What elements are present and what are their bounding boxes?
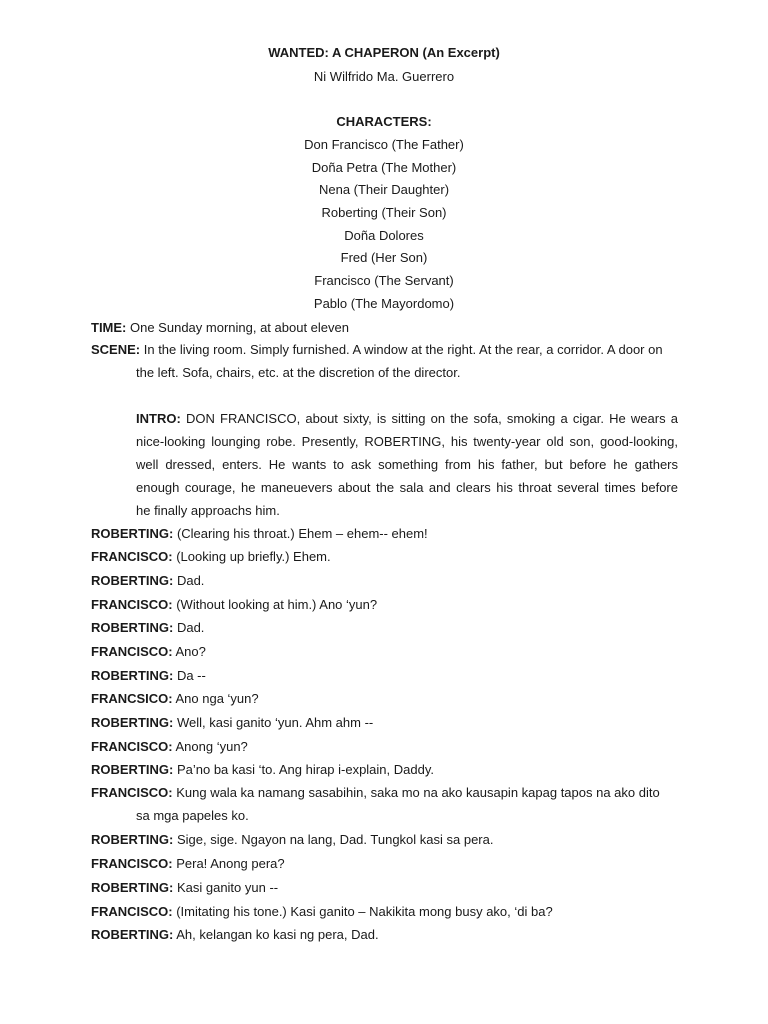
speaker-label: FRANCISCO:	[91, 597, 173, 612]
dialogue-line	[91, 781, 678, 827]
dialogue-line	[91, 691, 678, 707]
intro-text: nice-looking lounging robe. Presently, ROBERTING, his twenty-year old son, good-looking,	[136, 434, 678, 449]
speaker-label: ROBERTING:	[91, 573, 174, 588]
speaker-label: FRANCISCO:	[91, 785, 173, 800]
character-item: Francisco (The Servant)	[314, 273, 454, 288]
speaker-label: FRANCSICO:	[91, 691, 173, 706]
dialogue-text: Ah, kelangan ko kasi ng pera, Dad.	[173, 927, 379, 942]
dialogue-text: Sige, sige. Ngayon na lang, Dad. Tungkol kasi sa pera.	[173, 832, 494, 847]
intro-text: well dressed, enters. He wants to ask something from his father, but before he gathers	[136, 457, 678, 472]
speaker-label: FRANCISCO:	[91, 904, 173, 919]
dialogue-text-cont: sa mga papeles ko.	[136, 808, 249, 823]
character-item: Doña Petra (The Mother)	[311, 160, 457, 175]
character-item: Nena (Their Daughter)	[318, 182, 450, 197]
characters-heading: CHARACTERS:	[336, 114, 432, 129]
dialogue-line	[91, 620, 678, 636]
dialogue-text: Ano nga ‘yun?	[172, 691, 259, 706]
dialogue-line	[91, 927, 678, 943]
speaker-label: FRANCISCO:	[91, 549, 173, 564]
dialogue-text: (Without looking at him.) Ano ‘yun?	[172, 597, 378, 612]
dialogue-line	[91, 832, 678, 848]
speaker-label: FRANCISCO:	[91, 856, 173, 871]
dialogue-text: Kung wala ka namang sasabihin, saka mo na ako kausapin kapag tapos na ako dito	[172, 785, 660, 800]
intro-text: enough courage, he maneuevers about the sala and clears his throat several times before	[136, 480, 678, 495]
speaker-label: ROBERTING:	[91, 620, 174, 635]
scene-text-cont: the left. Sofa, chairs, etc. at the discretion of the director.	[136, 365, 461, 380]
intro-text: DON FRANCISCO, about sixty, is sitting on the sofa, smoking a cigar. He wears a	[180, 411, 678, 426]
dialogue-line	[91, 668, 678, 684]
dialogue-line	[91, 762, 678, 778]
dialogue-text: Pera! Anong pera?	[172, 856, 285, 871]
speaker-label: ROBERTING:	[91, 762, 174, 777]
dialogue-text: (Clearing his throat.) Ehem – ehem-- ehem!	[173, 526, 428, 541]
character-item: Fred (Her Son)	[340, 250, 428, 265]
character-item: Doña Dolores	[344, 228, 424, 243]
speaker-label: ROBERTING:	[91, 880, 174, 895]
dialogue-text: Dad.	[173, 573, 205, 588]
speaker-label: ROBERTING:	[91, 715, 174, 730]
dialogue-text: Dad.	[173, 620, 205, 635]
dialogue-line	[91, 573, 678, 589]
scene-label: SCENE:	[91, 342, 141, 357]
speaker-label: ROBERTING:	[91, 927, 174, 942]
dialogue-line	[91, 644, 678, 660]
dialogue-text: (Looking up briefly.) Ehem.	[172, 549, 331, 564]
dialogue-line	[91, 739, 678, 755]
time-text: One Sunday morning, at about eleven	[126, 320, 349, 335]
character-item: Don Francisco (The Father)	[304, 137, 464, 152]
speaker-label: FRANCISCO:	[91, 739, 173, 754]
scene-text: In the living room. Simply furnished. A window at the right. At the rear, a corridor. A door on	[140, 342, 663, 357]
intro-block	[136, 407, 678, 522]
time-line	[91, 320, 678, 336]
dialogue-line	[91, 526, 678, 542]
character-item: Roberting (Their Son)	[321, 205, 447, 220]
dialogue-line	[91, 715, 678, 731]
dialogue-text: Da --	[173, 668, 206, 683]
speaker-label: ROBERTING:	[91, 832, 174, 847]
dialogue-text: Well, kasi ganito ‘yun. Ahm ahm --	[173, 715, 374, 730]
dialogue-text: Ano?	[172, 644, 206, 659]
dialogue-line	[91, 856, 678, 872]
time-label: TIME:	[91, 320, 127, 335]
speaker-label: FRANCISCO:	[91, 644, 173, 659]
intro-text: he finally approachs him.	[136, 503, 280, 518]
dialogue-line	[91, 880, 678, 896]
dialogue-text: Kasi ganito yun --	[173, 880, 279, 895]
dialogue-line	[91, 597, 678, 613]
dialogue-text: Pa’no ba kasi ‘to. Ang hirap i-explain, Daddy.	[173, 762, 434, 777]
dialogue-line	[91, 549, 678, 565]
document-title: WANTED: A CHAPERON (An Excerpt)	[268, 45, 500, 60]
dialogue-line	[91, 904, 678, 920]
scene-block	[91, 338, 678, 384]
character-item: Pablo (The Mayordomo)	[313, 296, 455, 311]
dialogue-text: (Imitating his tone.) Kasi ganito – Nakikita mong busy ako, ‘di ba?	[172, 904, 553, 919]
intro-label: INTRO:	[136, 411, 181, 426]
speaker-label: ROBERTING:	[91, 668, 174, 683]
document-author: Ni Wilfrido Ma. Guerrero	[313, 69, 455, 84]
dialogue-text: Anong ‘yun?	[172, 739, 248, 754]
speaker-label: ROBERTING:	[91, 526, 174, 541]
